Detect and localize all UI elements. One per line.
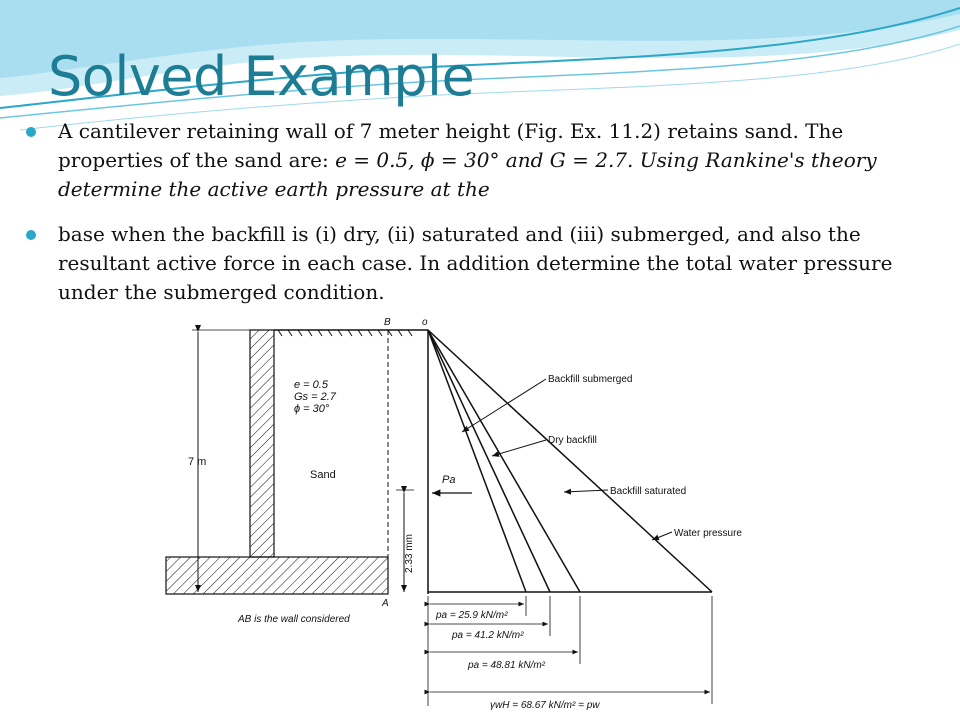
label-wall-note: AB is the wall considered (238, 614, 350, 625)
bullet-dot-icon (26, 230, 36, 240)
retaining-wall-figure (152, 318, 756, 716)
label-point-a: A (382, 598, 389, 609)
prop-e: e = 0.5 (294, 379, 328, 391)
bullet-item (58, 117, 938, 204)
label-soil: Sand (310, 469, 336, 481)
pressure-line-dry (428, 330, 526, 592)
label-water-pressure: Water pressure (674, 528, 742, 539)
label-backfill-submerged: Backfill submerged (548, 374, 633, 385)
prop-phi: ϕ = 30° (294, 403, 330, 415)
wall-base (166, 557, 388, 594)
pressure-line-submerged (428, 330, 550, 592)
label-pressure-submerged: pa = 25.9 kN/m² (436, 610, 508, 621)
label-backfill-saturated: Backfill saturated (610, 486, 687, 497)
wall-stem (250, 330, 274, 557)
label-force: Pa (442, 474, 456, 486)
bullet-item (58, 220, 938, 307)
pressure-line-dry-backfill (428, 330, 580, 592)
bullet-text-italic: e = 0.5, ϕ = 30° and G = 2.7. Using Rankine's theory determine the active earth pressure at the (58, 148, 877, 201)
bullet-dot-icon (26, 127, 36, 137)
label-pressure-dry: pa = 41.2 kN/m² (452, 630, 524, 641)
prop-gs: Gs = 2.7 (294, 391, 336, 403)
bullet-text: base when the backfill is (i) dry, (ii) saturated and (iii) submerged, and also the resultant active force in each case. In addition determine the total water pressure under the submerged condition. (58, 222, 893, 304)
label-lever-arm: 2.33 mm (404, 534, 415, 573)
label-point-o: o (422, 318, 428, 328)
label-height: 7 m (188, 456, 207, 468)
bullet-text: A cantilever retaining wall of 7 meter height (Fig. Ex. 11.2) retains sand. The properties of the sand are: (58, 119, 844, 172)
label-pressure-saturated: pa = 48.81 kN/m² (468, 660, 545, 671)
label-point-b: B (384, 318, 391, 328)
slide-title: Solved Example (48, 45, 475, 108)
pressure-line-water (428, 330, 712, 592)
label-pressure-water: γwH = 68.67 kN/m² = pw (490, 700, 600, 711)
label-dry-backfill: Dry backfill (548, 435, 597, 446)
